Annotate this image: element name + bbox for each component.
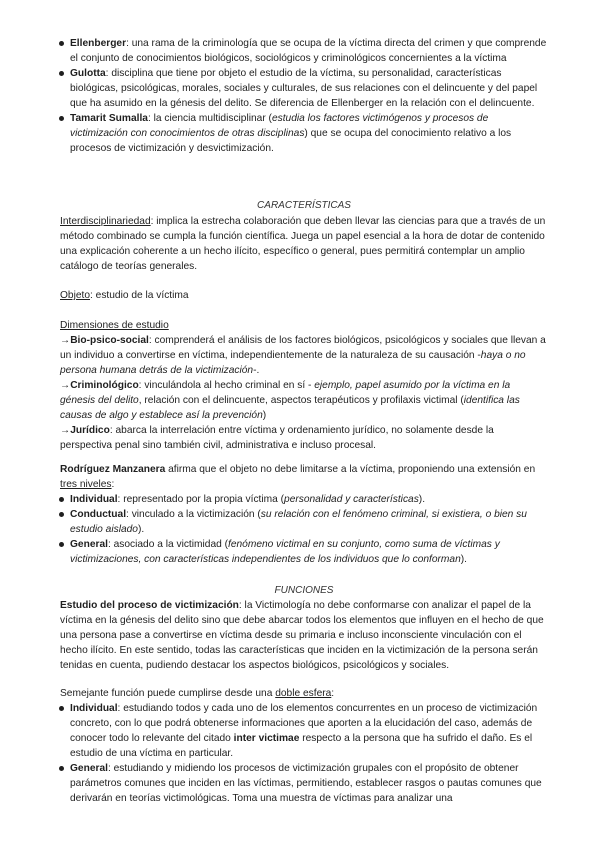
definition-term: Gulotta (70, 68, 106, 79)
dimension-text: : abarca la interrelación entre víctima y ordenamiento jurídico, no solamente desde la perspectiva penal sino también civil, administrativa e incluso procesal. (60, 425, 494, 451)
semejante-text: Semejante función puede cumplirse desde una (60, 688, 276, 699)
arrow-icon: → (60, 380, 71, 391)
definition-text: : la ciencia multidisciplinar ( (147, 113, 272, 124)
dimension-italic: ejemplo, papel asumido por la víctima en la génesis del delito (60, 380, 511, 406)
objeto-text: : estudio de la víctima (90, 290, 189, 301)
esfera-item (52, 701, 548, 761)
level-term: Individual (70, 494, 118, 505)
definitions-list (52, 36, 548, 156)
bullet-icon (59, 542, 64, 547)
level-text: ). (460, 554, 467, 565)
dimension-juridico (60, 423, 548, 453)
esfera-term: General (70, 763, 108, 774)
dimensiones-block (60, 318, 548, 453)
section-heading-funciones: FUNCIONES (274, 585, 334, 596)
level-term: Conductual (70, 509, 127, 520)
dimension-text: -. (253, 365, 260, 376)
esfera-list (52, 701, 548, 806)
definition-term: Tamarit Sumalla (70, 113, 148, 124)
interdisciplinariedad-text: : implica la estrecha colaboración que deben llevar las ciencias para que a través de un método combinado se cumpla la función científica. Juega un papel esencial a la hora de dotar de contenido una explicación coherente a un hecho ilícito, específico o general, pues permitirá contemplar un amplio catálogo de teorías generales. (60, 216, 546, 272)
semejante-paragraph (60, 686, 548, 701)
esfera-term: Individual (70, 703, 118, 714)
inter-victimae-term: inter victimae (233, 733, 300, 744)
dimension-text: : vinculándola al hecho criminal en sí - (138, 380, 315, 391)
manzanera-paragraph (60, 462, 548, 492)
definition-italic: estudia los factores victimógenos y procesos de victimización con conocimientos de otras disciplinas (70, 113, 489, 139)
level-text: : representado por la propia víctima ( (117, 494, 285, 505)
level-text: ). (137, 524, 145, 535)
level-text: : vinculado a la victimización ( (126, 509, 261, 520)
objeto-paragraph (60, 288, 548, 303)
dimension-text: : comprenderá el análisis de los factores biológicos, psicológicos y sociales que llevan a un individuo a convertirse en víctima, independientemente de la naturaleza de su causación - (60, 335, 546, 361)
interdisciplinariedad-label: Interdisciplinariedad (60, 216, 151, 227)
level-italic: fenómeno victimal en su conjunto, como suma de víctimas y victimizaciones, con características independientes de los individuos que lo conforman (70, 539, 500, 565)
definition-text: : disciplina que tiene por objeto el estudio de la víctima, su personalidad, características biológicas, psicológicas, morales, sociales y culturales, de sus relaciones con el delincuente y del papel que ha asumido en la génesis del delito. Se diferencia de Ellenberger en la relación con el delincuente. (70, 68, 538, 109)
bullet-icon (59, 706, 64, 711)
objeto-label: Objeto (60, 290, 91, 301)
author-name: Rodríguez Manzanera (60, 464, 166, 475)
semejante-text: : (331, 688, 335, 699)
dimensiones-label: Dimensiones de estudio (60, 320, 169, 331)
levels-list (52, 492, 548, 567)
level-item (52, 537, 548, 567)
bullet-icon (59, 116, 64, 121)
definition-text: : una rama de la criminología que se ocupa de la víctima directa del crimen y que comprende el conjunto de conocimientos biológicos, sociológicos y criminológicos concernientes a la víctima (70, 38, 547, 64)
esfera-item (52, 761, 548, 806)
dimension-bio (60, 333, 548, 378)
dimension-term: Criminológico (70, 380, 139, 391)
estudio-term: Estudio del proceso de victimización (60, 600, 239, 611)
level-italic: personalidad y características (284, 494, 419, 505)
dimension-italic: identifica las causas de algo y establece así la prevención (60, 395, 520, 421)
level-item (52, 507, 548, 537)
manzanera-text: : (111, 479, 115, 490)
level-item (52, 492, 548, 507)
level-italic: su relación con el fenómeno criminal, si existiera, o bien su estudio aislado (70, 509, 527, 535)
dimension-term: Jurídico (70, 425, 110, 436)
bullet-icon (59, 512, 64, 517)
interdisciplinariedad-paragraph (60, 214, 548, 274)
estudio-text: : la Victimología no debe conformarse con analizar el papel de la víctima en la génesis del delito sino que debe abarcar todos los elementos que influyen en el hecho de que una persona pase a convertirse en víctima desde su primaria e incluso inconsciente vinculación con el hecho ilícito. En este sentido, todas las características que inciden en la victimización de la persona serán tenidas en cuenta, pudiendo destacar los aspectos biológicos, psicológicos y sociales. (60, 600, 544, 671)
bullet-icon (59, 497, 64, 502)
dimension-text: ) (262, 410, 267, 421)
level-text: : asociado a la victimidad ( (107, 539, 228, 550)
dimension-italic: haya o no persona humana detrás de la victimización (60, 350, 526, 376)
tres-niveles-label: tres niveles (60, 479, 112, 490)
bullet-icon (59, 766, 64, 771)
level-text: ). (418, 494, 426, 505)
level-term: General (70, 539, 108, 550)
definition-term: Ellenberger (70, 38, 127, 49)
manzanera-text: afirma que el objeto no debe limitarse a la víctima, proponiendo una extensión en (165, 464, 536, 475)
doble-esfera-label: doble esfera (275, 688, 332, 699)
esfera-text: : estudiando todos y cada uno de los elementos concurrentes en un proceso de victimización concreto, con lo que podrá obtenerse informaciones que aporten a la elucidación del caso, además de conocer todo lo relevante del citado (70, 703, 538, 744)
esfera-text: respecto a la persona que ha sufrido el daño. Es el estudio de una víctima en particular. (70, 733, 533, 759)
arrow-icon: → (60, 335, 71, 346)
esfera-text: : estudiando y midiendo los procesos de victimización grupales con el propósito de obtener parámetros comunes que inciden en las víctimas, permitiendo, establecer rasgos o pautas comunes que derivarán en teorías victimológicas. Toma una muestra de víctimas para analizar una (70, 763, 542, 804)
dimension-term: Bio-psico-social (70, 335, 149, 346)
section-heading-caracteristicas: CARACTERÍSTICAS (257, 200, 351, 211)
definition-text: ) que se ocupa del conocimiento relativo a los procesos de victimización y desvictimización. (70, 128, 512, 154)
dimension-criminologico (60, 378, 548, 423)
bullet-icon (59, 41, 64, 46)
bullet-icon (59, 71, 64, 76)
arrow-icon: → (60, 425, 71, 436)
definition-item (52, 111, 548, 156)
definition-item (52, 36, 548, 66)
definition-item (52, 66, 548, 111)
estudio-paragraph (60, 598, 548, 673)
dimension-text: , relación con el delincuente, aspectos terapéuticos y profilaxis victimal ( (138, 395, 464, 406)
